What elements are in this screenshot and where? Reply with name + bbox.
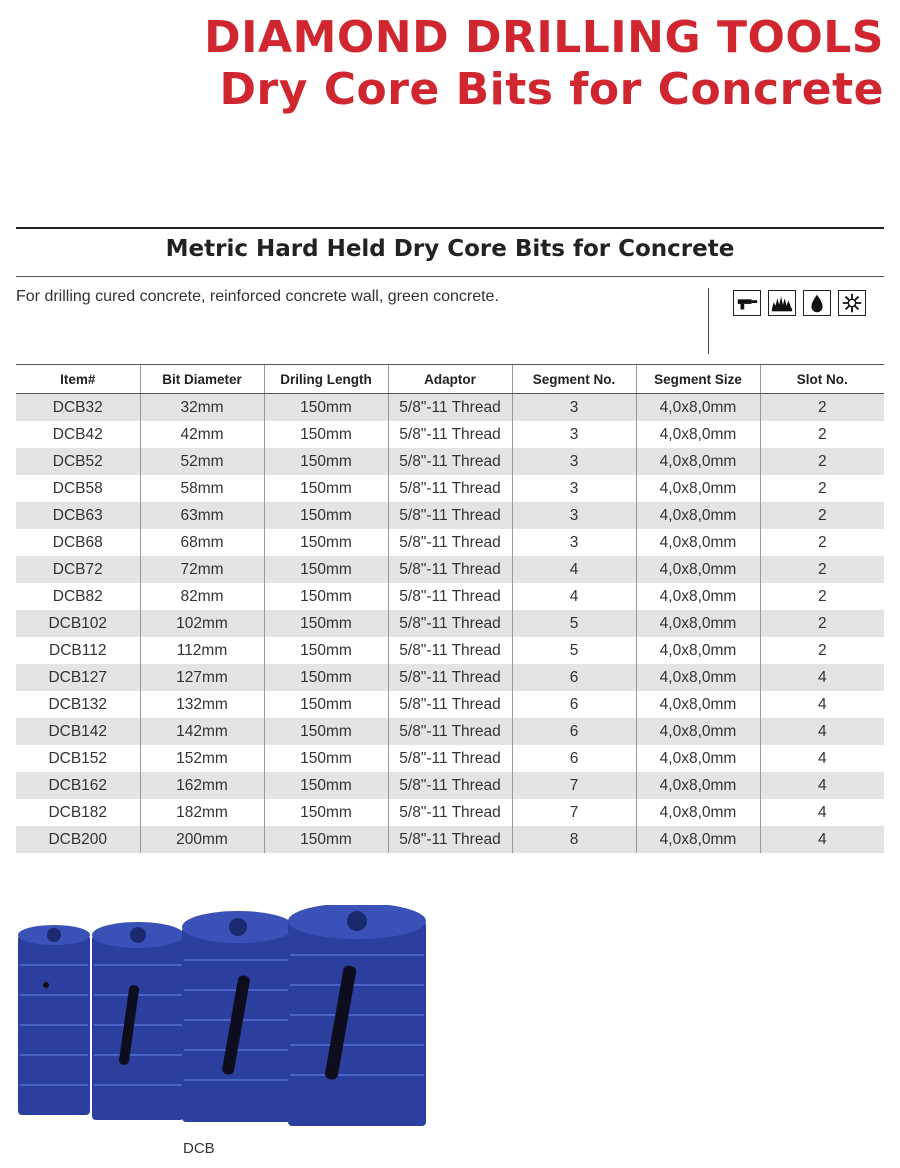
table-cell: 72mm <box>140 556 264 583</box>
table-cell: 4,0x8,0mm <box>636 529 760 556</box>
table-row <box>16 745 884 772</box>
table-cell: 6 <box>512 691 636 718</box>
table-cell: 4 <box>760 826 884 853</box>
header-segment-size: Segment Size <box>636 365 760 394</box>
table-cell: 5 <box>512 610 636 637</box>
table-cell: 5 <box>512 637 636 664</box>
table-cell: 132mm <box>140 691 264 718</box>
table-cell: 2 <box>760 502 884 529</box>
table-cell: 4,0x8,0mm <box>636 583 760 610</box>
water-drop-icon <box>803 290 831 316</box>
table-cell: 2 <box>760 421 884 448</box>
product-photo <box>16 905 436 1135</box>
table-cell: 200mm <box>140 826 264 853</box>
table-cell: DCB42 <box>52 425 103 443</box>
table-cell: 3 <box>512 529 636 556</box>
table-cell: 150mm <box>264 421 388 448</box>
table-cell: 6 <box>512 745 636 772</box>
table-cell: DCB200 <box>16 826 140 853</box>
table-cell: 42mm <box>140 421 264 448</box>
header-drilling-length: Driling Length <box>264 365 388 394</box>
table-cell: 4 <box>760 664 884 691</box>
table-header-row <box>16 365 884 394</box>
table-cell: DCB52 <box>16 448 140 475</box>
table-cell: 4,0x8,0mm <box>636 475 760 502</box>
core-bit-102-icon <box>182 911 294 1122</box>
table-cell: 5/8"-11 Thread <box>388 529 512 556</box>
table-cell: 4,0x8,0mm <box>636 448 760 475</box>
table-cell: 150mm <box>264 691 388 718</box>
table-cell: 4,0x8,0mm <box>636 691 760 718</box>
table-cell: DCB142 <box>16 718 140 745</box>
table-cell: 5/8"-11 Thread <box>388 448 512 475</box>
table-cell: 5/8"-11 Thread <box>388 502 512 529</box>
table-cell: 3 <box>512 394 636 422</box>
table-cell: 150mm <box>264 394 388 422</box>
table-cell: 150mm <box>264 718 388 745</box>
table-cell: 5/8"-11 Thread <box>388 556 512 583</box>
table-cell: 2 <box>760 637 884 664</box>
table-cell: 5/8"-11 Thread <box>388 772 512 799</box>
table-row <box>16 637 884 664</box>
table-cell: 2 <box>760 556 884 583</box>
table-cell: 5/8"-11 Thread <box>388 691 512 718</box>
table-cell: 2 <box>760 529 884 556</box>
table-cell: DCB82 <box>52 587 103 605</box>
table-cell: 150mm <box>264 745 388 772</box>
table-cell: 5/8"-11 Thread <box>388 394 512 422</box>
table-cell: 4,0x8,0mm <box>636 799 760 826</box>
table-row <box>16 718 884 745</box>
table-cell: 4 <box>760 718 884 745</box>
table-cell: 182mm <box>140 799 264 826</box>
section-title: Metric Hard Held Dry Core Bits for Concrete <box>165 236 735 262</box>
table-cell: 4 <box>760 772 884 799</box>
table-row <box>16 394 884 422</box>
header-bit-diameter: Bit Diameter <box>140 365 264 394</box>
table-cell: DCB102 <box>16 610 140 637</box>
table-cell: 150mm <box>264 475 388 502</box>
table-cell: 58mm <box>140 475 264 502</box>
table-cell: 5/8"-11 Thread <box>388 475 512 502</box>
table-cell: 5/8"-11 Thread <box>388 664 512 691</box>
table-cell: 4,0x8,0mm <box>636 610 760 637</box>
table-cell: 3 <box>512 421 636 448</box>
table-cell: DCB63 <box>16 502 140 529</box>
table-cell: 4,0x8,0mm <box>636 745 760 772</box>
table-cell: 6 <box>512 664 636 691</box>
drill-gun-icon <box>733 290 761 316</box>
table-cell: 150mm <box>264 583 388 610</box>
table-row <box>16 556 884 583</box>
spark-burst-icon <box>838 290 866 316</box>
table-cell: 5/8"-11 Thread <box>388 610 512 637</box>
table-cell: 5/8"-11 Thread <box>388 745 512 772</box>
table-cell: DCB132 <box>48 695 108 713</box>
table-cell: 4 <box>512 583 636 610</box>
table-cell: 4 <box>760 691 884 718</box>
table-row <box>16 772 884 799</box>
table-cell: 4,0x8,0mm <box>636 637 760 664</box>
table-cell: DCB127 <box>16 664 140 691</box>
table-cell: DCB112 <box>49 641 107 659</box>
table-row <box>16 421 884 448</box>
header-item: Item# <box>16 365 140 394</box>
table-cell: 5/8"-11 Thread <box>388 421 512 448</box>
table-row <box>16 664 884 691</box>
table-cell: 7 <box>512 799 636 826</box>
table-row <box>16 691 884 718</box>
table-cell: DCB68 <box>52 533 103 551</box>
table-row <box>16 502 884 529</box>
table-cell: DCB72 <box>16 556 140 583</box>
table-cell: 2 <box>760 394 884 422</box>
top-divider <box>16 227 884 229</box>
subtitle: Dry Core Bits for Concrete <box>219 64 884 115</box>
table-cell: 4,0x8,0mm <box>636 718 760 745</box>
table-cell: 4,0x8,0mm <box>636 394 760 422</box>
table-row <box>16 475 884 502</box>
table-cell: 63mm <box>140 502 264 529</box>
header-adaptor: Adaptor <box>388 365 512 394</box>
specifications-table <box>16 364 884 853</box>
table-cell: 6 <box>512 718 636 745</box>
table-cell: DCB182 <box>48 803 108 821</box>
table-cell: 68mm <box>140 529 264 556</box>
table-cell: 150mm <box>264 529 388 556</box>
table-cell: 150mm <box>264 826 388 853</box>
table-cell: 8 <box>512 826 636 853</box>
table-cell: 3 <box>512 448 636 475</box>
table-cell: 142mm <box>140 718 264 745</box>
table-cell: 150mm <box>264 637 388 664</box>
table-row <box>16 583 884 610</box>
table-cell: 150mm <box>264 664 388 691</box>
table-cell: 4,0x8,0mm <box>636 664 760 691</box>
table-cell: 7 <box>512 772 636 799</box>
table-cell: 152mm <box>140 745 264 772</box>
table-cell: 150mm <box>264 610 388 637</box>
table-cell: 150mm <box>264 799 388 826</box>
table-cell: 3 <box>512 475 636 502</box>
table-cell: 150mm <box>264 556 388 583</box>
table-cell: 4 <box>760 799 884 826</box>
application-description: For drilling cured concrete, reinforced concrete wall, green concrete. <box>16 288 499 305</box>
saw-blade-icon <box>768 290 796 316</box>
table-cell: 3 <box>512 502 636 529</box>
main-title: DIAMOND DRILLING TOOLS <box>204 12 884 63</box>
core-bit-152-icon <box>288 905 426 1126</box>
table-row <box>16 610 884 637</box>
table-cell: 2 <box>760 448 884 475</box>
table-cell: 150mm <box>264 448 388 475</box>
table-cell: DCB32 <box>16 394 140 422</box>
table-cell: 4,0x8,0mm <box>636 556 760 583</box>
table-cell: 82mm <box>140 583 264 610</box>
table-cell: 4,0x8,0mm <box>636 421 760 448</box>
table-row <box>16 448 884 475</box>
table-cell: 4,0x8,0mm <box>636 772 760 799</box>
table-cell: 5/8"-11 Thread <box>388 637 512 664</box>
table-cell: 102mm <box>140 610 264 637</box>
table-cell: DCB58 <box>52 479 103 497</box>
table-cell: 32mm <box>140 394 264 422</box>
table-cell: 5/8"-11 Thread <box>388 718 512 745</box>
table-cell: 5/8"-11 Thread <box>388 799 512 826</box>
table-cell: DCB152 <box>48 749 108 767</box>
table-cell: 112mm <box>140 637 264 664</box>
product-caption: DCB <box>183 1140 215 1157</box>
table-cell: 52mm <box>140 448 264 475</box>
core-bit-58-icon <box>92 922 184 1120</box>
table-cell: 2 <box>760 610 884 637</box>
header-slot-no: Slot No. <box>760 365 884 394</box>
table-cell: DCB162 <box>16 772 140 799</box>
table-cell: 127mm <box>140 664 264 691</box>
table-cell: 2 <box>760 583 884 610</box>
section-divider <box>16 276 884 277</box>
table-cell: 2 <box>760 475 884 502</box>
table-cell: 4 <box>760 745 884 772</box>
table-cell: 150mm <box>264 502 388 529</box>
icon-divider <box>708 288 709 354</box>
table-row <box>16 529 884 556</box>
table-body <box>16 394 884 854</box>
table-row <box>16 799 884 826</box>
table-cell: 4,0x8,0mm <box>636 826 760 853</box>
header-segment-no: Segment No. <box>512 365 636 394</box>
core-bit-32-icon <box>18 925 90 1115</box>
table-cell: 4 <box>512 556 636 583</box>
application-icons <box>733 290 866 316</box>
table-row <box>16 826 884 853</box>
table-cell: 5/8"-11 Thread <box>388 826 512 853</box>
table-cell: 5/8"-11 Thread <box>388 583 512 610</box>
table-cell: 162mm <box>140 772 264 799</box>
table-cell: 4,0x8,0mm <box>636 502 760 529</box>
table-cell: 150mm <box>264 772 388 799</box>
